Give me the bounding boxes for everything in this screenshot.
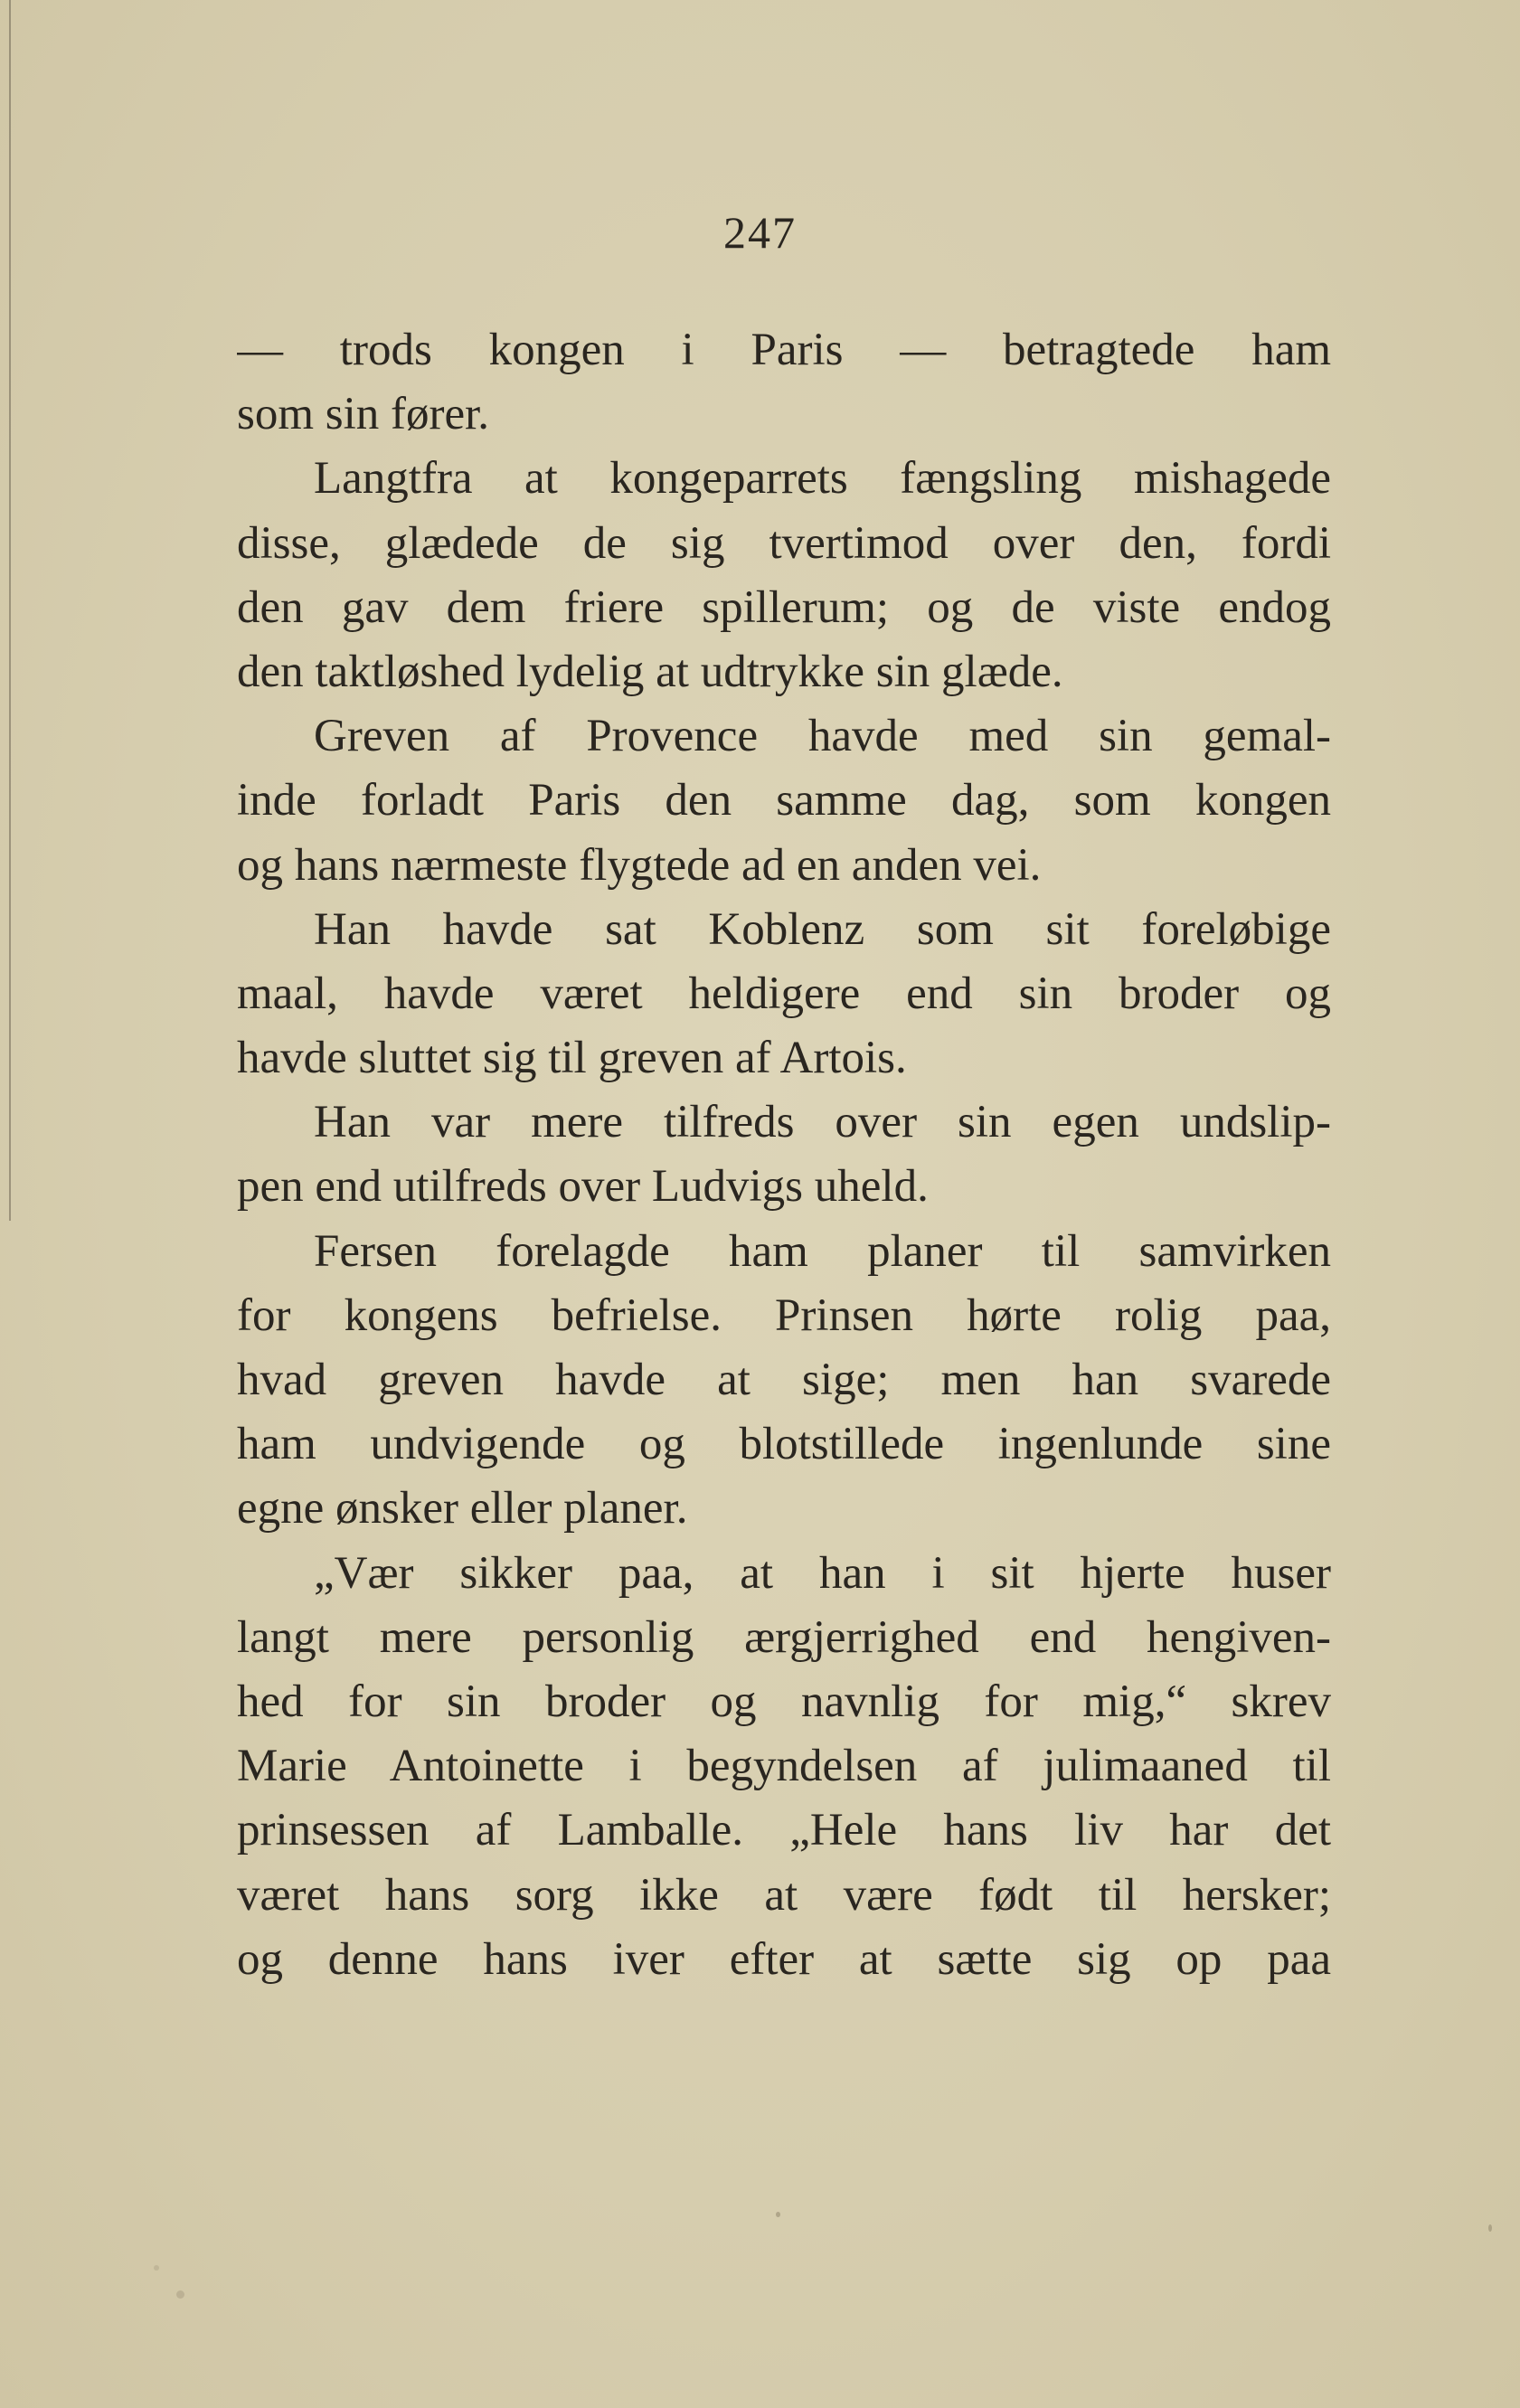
text-line: Fersen forelagde ham planer til samvirken (314, 1225, 1331, 1277)
text-line: inde forladt Paris den samme dag, som kongen (237, 775, 1331, 826)
text-line: og denne hans iver efter at sætte sig op paa (237, 1933, 1331, 1985)
page-edge-line (9, 0, 11, 1221)
text-line: været hans sorg ikke at være født til hersker; (237, 1869, 1331, 1921)
text-line: Langtfra at kongeparrets fængsling mishagede (314, 453, 1331, 505)
page-number: 247 (723, 207, 797, 258)
text-line: ham undvigende og blotstillede ingenlunde sine (237, 1419, 1331, 1470)
paper-speck (176, 2290, 184, 2299)
text-line: Han havde sat Koblenz som sit foreløbige (314, 903, 1331, 955)
text-line: Marie Antoinette i begyndelsen af julimaaned til (237, 1741, 1331, 1792)
text-line: egne ønsker eller planer. (237, 1483, 688, 1535)
text-line: som sin fører. (237, 389, 490, 440)
text-line: havde sluttet sig til greven af Artois. (237, 1033, 907, 1084)
text-line: og hans nærmeste flygtede ad en anden vei. (237, 839, 1042, 891)
text-line: maal, havde været heldigere end sin broder og (237, 968, 1331, 1019)
text-line: — trods kongen i Paris — betragtede ham (237, 325, 1331, 375)
text-line: den taktløshed lydelig at udtrykke sin glæde. (237, 646, 1063, 697)
text-line: den gav dem friere spillerum; og de viste endog (237, 581, 1331, 633)
text-line: pen end utilfreds over Ludvigs uheld. (237, 1161, 929, 1213)
text-line: Greven af Provence havde med sin gemal- (314, 711, 1331, 762)
body-text (237, 318, 1331, 1992)
paper-speck (776, 2212, 780, 2217)
text-line: disse, glædede de sig tvertimod over den, fordi (237, 517, 1331, 569)
text-line: Han var mere tilfreds over sin egen undslip- (314, 1097, 1331, 1148)
paper-speck (154, 2265, 159, 2271)
text-line: „Vær sikker paa, at han i sit hjerte huser (314, 1547, 1331, 1599)
text-line: langt mere personlig ærgjerrighed end hengiven- (237, 1611, 1331, 1663)
text-line: for kongens befrielse. Prinsen hørte rolig paa, (237, 1289, 1331, 1341)
text-line: prinsessen af Lamballe. „Hele hans liv har det (237, 1805, 1331, 1856)
paper-speck (1488, 2224, 1492, 2232)
text-line: hed for sin broder og navnlig for mig,“ skrev (237, 1676, 1331, 1727)
text-line: hvad greven havde at sige; men han svarede (237, 1355, 1331, 1405)
